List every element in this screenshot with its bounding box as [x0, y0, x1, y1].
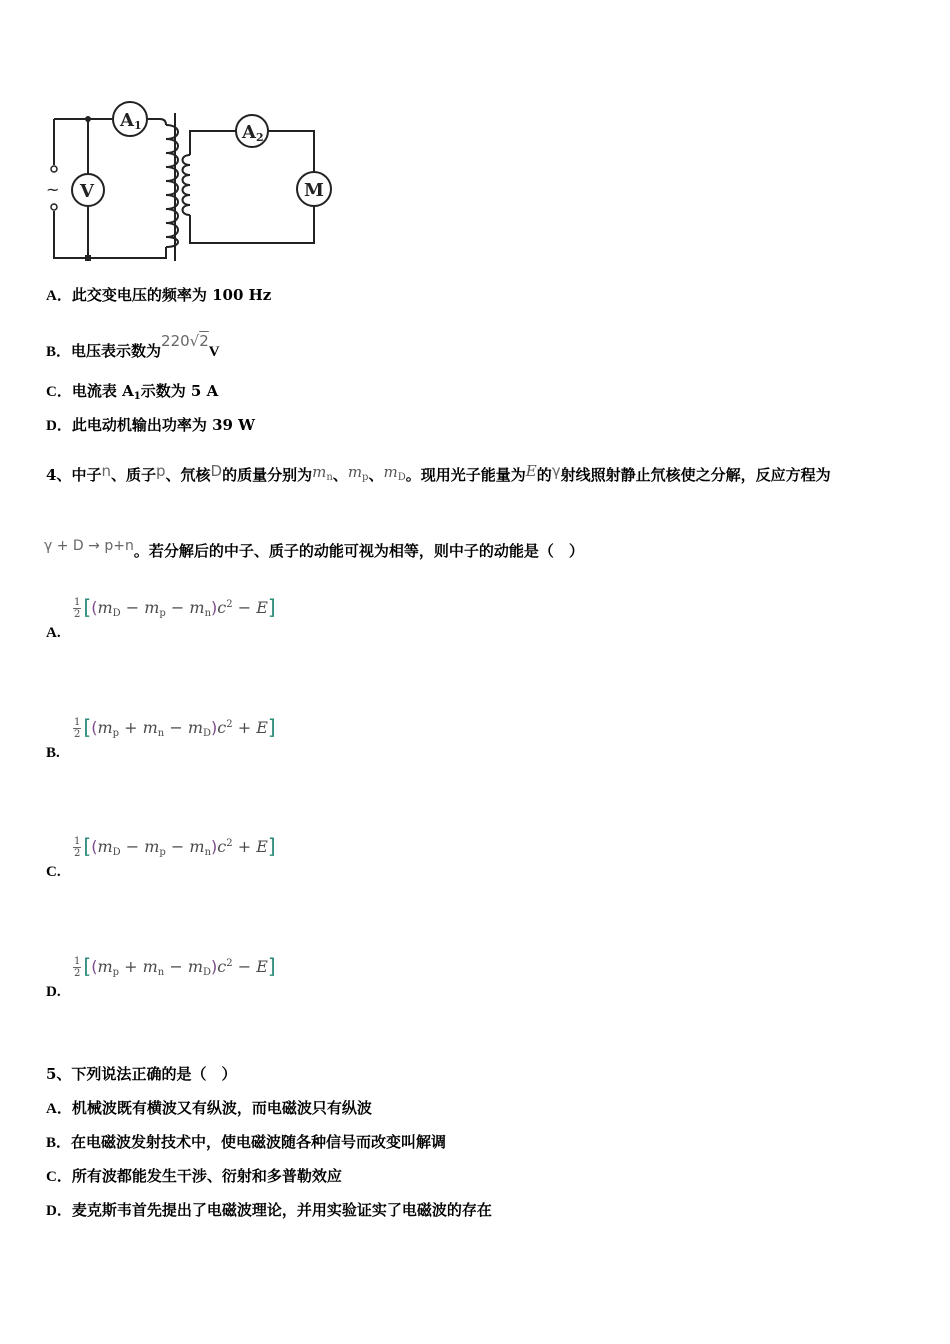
option-formula: $\frac{1}{2}$ $[(m_p + m_n - m_D)c^2 - E]$ [74, 954, 276, 979]
secondary-coil [183, 155, 191, 215]
proton-symbol: p [155, 462, 166, 480]
mass-D-symbol: $m_D$ [383, 463, 406, 483]
reaction-equation: γ + D → p+n [44, 538, 134, 554]
option-text: 电流表 A [71, 382, 134, 400]
option-label: D． [46, 1203, 72, 1219]
option-formula: $\frac{1}{2}$ $[(m_p + m_n - m_D)c^2 + E]$ [74, 715, 276, 740]
half-fraction: $\frac{1}{2}$ [74, 597, 81, 620]
ammeter-a2-letter: A2 [242, 122, 264, 144]
neutron-symbol: n [101, 462, 111, 480]
option-label: C. [46, 864, 61, 880]
option-label: A． [46, 1101, 72, 1117]
option-label: C． [46, 1169, 72, 1185]
deuteron-symbol: D [210, 462, 223, 480]
question-number: 4、 [46, 466, 72, 484]
option-text-after: 示数为 5 A [140, 382, 219, 400]
option-text: 此电动机输出功率为 39 W [71, 416, 256, 434]
option-label: D. [46, 984, 61, 1000]
source-terminal-top [51, 166, 57, 172]
q5-option-d[interactable] [46, 1200, 492, 1221]
half-fraction: $\frac{1}{2}$ [74, 956, 81, 979]
q5-option-c[interactable] [46, 1166, 342, 1187]
option-text: 在电磁波发射技术中，使电磁波随各种信号而改变叫解调 [71, 1133, 447, 1151]
option-label: A. [46, 625, 61, 641]
option-label: B. [46, 745, 60, 761]
ammeter-a1-letter: A1 [120, 110, 142, 132]
option-label: C． [46, 384, 72, 400]
junction-dot-top [85, 116, 91, 122]
q4-stem-line2: γ + D → p+n。若分解后的中子、质子的动能可视为相等，则中子的动能是（ ） [44, 538, 584, 560]
option-label: B． [46, 344, 72, 360]
option-formula: $\frac{1}{2}$ $[(m_D - m_p - m_n)c^2 + E]$ [74, 834, 276, 859]
option-text: 所有波都能发生干涉、衍射和多普勒效应 [71, 1167, 342, 1185]
voltage-value-math: 220√2 [161, 332, 209, 350]
primary-coil [166, 125, 178, 247]
transformer-circuit-diagram [40, 95, 340, 270]
primary-bottom-wire [54, 119, 166, 258]
junction-dot-bottom [85, 255, 91, 261]
option-label: D． [46, 418, 72, 434]
half-fraction: $\frac{1}{2}$ [74, 717, 81, 740]
primary-top-wire [54, 119, 166, 125]
mass-p-symbol: $m_p$ [347, 463, 369, 483]
option-formula: $\frac{1}{2}$ $[(m_D - m_p - m_n)c^2 - E]$ [74, 595, 276, 620]
q3-option-b[interactable] [46, 331, 220, 362]
option-label: A． [46, 288, 72, 304]
option-label: B． [46, 1135, 72, 1151]
q4-stem-line1: 4、中子n、质子p、氘核D的质量分别为$m_n$、$m_p$、$m_D$。现用光子能量为E的γ射线照射静止氘核使之分解，反应方程为 [46, 462, 831, 484]
ac-source-symbol: ~ [46, 180, 60, 199]
option-text: 机械波既有横波又有纵波，而电磁波只有纵波 [71, 1099, 372, 1117]
q5-option-b[interactable] [46, 1132, 446, 1153]
ammeter-subscript: 1 [133, 391, 141, 402]
gamma-symbol: γ [551, 462, 561, 480]
source-terminal-bottom [51, 204, 57, 210]
voltage-unit: V [208, 344, 220, 360]
photon-energy-symbol: E [525, 462, 537, 480]
q3-option-a[interactable] [46, 285, 271, 306]
voltmeter-label: V [80, 181, 94, 202]
q5-stem: 5、下列说法正确的是（ ） [46, 1065, 237, 1083]
motor-label: M [304, 180, 324, 201]
option-text: 电压表示数为 [71, 342, 162, 360]
q5-option-a[interactable] [46, 1098, 372, 1119]
mass-n-symbol: $m_n$ [312, 463, 333, 483]
option-text: 此交变电压的频率为 100 Hz [71, 286, 272, 304]
q3-option-d[interactable] [46, 415, 255, 436]
q3-option-c[interactable] [46, 381, 218, 407]
half-fraction: $\frac{1}{2}$ [74, 836, 81, 859]
option-text: 麦克斯韦首先提出了电磁波理论，并用实验证实了电磁波的存在 [71, 1201, 492, 1219]
